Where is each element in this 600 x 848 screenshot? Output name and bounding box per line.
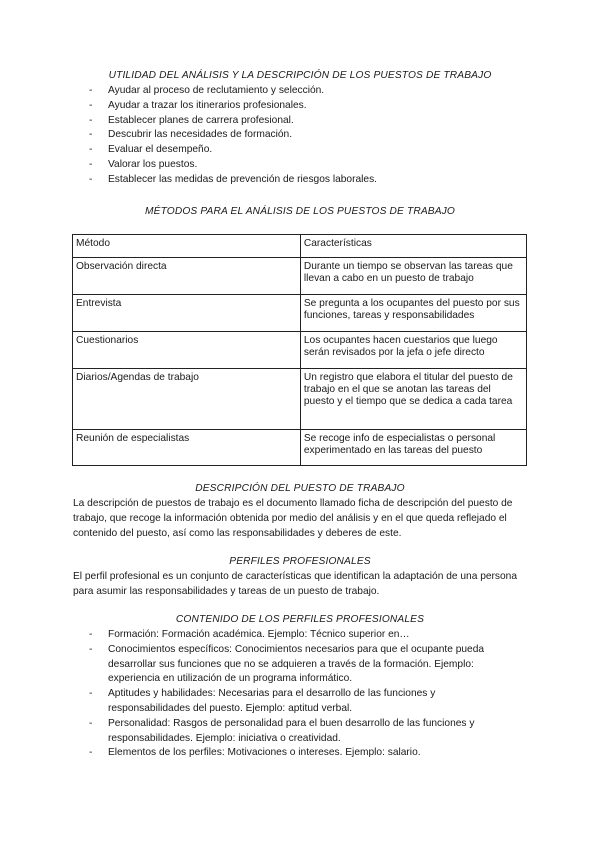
utilidad-list: [89, 84, 519, 188]
table-cell: Un registro que elabora el titular del puesto de trabajo en el que se anotan las tareas del puesto y el tiempo que se dedica a cada tarea: [300, 369, 526, 430]
list-item: - Conocimientos específicos: Conocimientos necesarios para que el ocupante pueda desarrollar sus funciones que no se adquieren a través de la formación. Ejemplo: experiencia en utilización de un programa informático.: [89, 643, 485, 685]
list-item: - Descubrir las necesidades de formación.: [89, 129, 293, 141]
table-cell: Diarios/Agendas de trabajo: [73, 369, 301, 430]
table-cell: Se pregunta a los ocupantes del puesto por sus funciones, tareas y responsabilidades: [300, 295, 526, 332]
table-cell: Se recoge info de especialistas o personal experimentado en las tareas del puesto: [300, 430, 526, 466]
table-cell: Entrevista: [73, 295, 301, 332]
header-metodo: Método: [73, 235, 301, 258]
list-item: - Ayudar al proceso de reclutamiento y selección.: [89, 85, 325, 96]
section-title-descripcion: DESCRIPCIÓN DEL PUESTO DE TRABAJO: [195, 483, 405, 494]
methods-table: [72, 234, 527, 466]
section-title-metodos: MÉTODOS PARA EL ANÁLISIS DE LOS PUESTOS DE TRABAJO: [144, 206, 455, 217]
list-item: - Evaluar el desempeño.: [89, 144, 213, 156]
table-cell: Durante un tiempo se observan las tareas que llevan a cabo en un puesto de trabajo: [300, 258, 526, 295]
list-item: - Establecer las medidas de prevención de riesgos laborales.: [89, 173, 377, 185]
table-row: [73, 332, 527, 369]
table-cell: Observación directa: [73, 258, 301, 295]
section-title-perfiles: PERFILES PROFESIONALES: [229, 556, 371, 567]
table-header-row: [73, 235, 527, 258]
table-row: [73, 258, 527, 295]
table-row: [73, 295, 527, 332]
list-item: - Aptitudes y habilidades: Necesarias para el desarrollo de las funciones y responsabilidades del puesto. Ejemplo: aptitud verbal.: [89, 688, 436, 714]
list-item: - Valorar los puestos.: [89, 158, 198, 170]
table-cell: Los ocupantes hacen cuestarios que luego serán revisados por la jefa o jefe directo: [300, 332, 526, 369]
table-row: [73, 369, 527, 430]
table-row: [73, 430, 527, 466]
list-item: - Elementos de los perfiles: Motivaciones o intereses. Ejemplo: salario.: [89, 747, 421, 759]
list-item: - Establecer planes de carrera profesional.: [89, 114, 294, 126]
contenido-list: [89, 628, 519, 761]
list-item: - Personalidad: Rasgos de personalidad para el buen desarrollo de las funciones y responsabilidades. Ejemplo: iniciativa o creatividad.: [89, 717, 475, 744]
descripcion-paragraph: La descripción de puestos de trabajo es el documento llamado ficha de descripción del puesto de trabajo, que recoge la información obtenida por medio del análisis y en el que queda reflejado el contenido del puesto, así como las responsabilidades y deberes de este.: [73, 498, 513, 539]
header-caracteristicas: Características: [300, 235, 526, 258]
section-title-utilidad: UTILIDAD DEL ANÁLISIS Y LA DESCRIPCIÓN DE LOS PUESTOS DE TRABAJO: [108, 70, 492, 81]
table-cell: Reunión de especialistas: [73, 430, 301, 466]
list-item: - Formación: Formación académica. Ejemplo: Técnico superior en…: [89, 629, 410, 640]
table-cell: Cuestionarios: [73, 332, 301, 369]
section-title-contenido: CONTENIDO DE LOS PERFILES PROFESIONALES: [175, 614, 425, 625]
list-item: - Ayudar a trazar los itinerarios profesionales.: [89, 99, 307, 111]
perfiles-paragraph: El perfil profesional es un conjunto de características que identifican la adaptación de una persona para asumir las responsabilidades y tareas de un puesto de trabajo.: [73, 571, 518, 597]
